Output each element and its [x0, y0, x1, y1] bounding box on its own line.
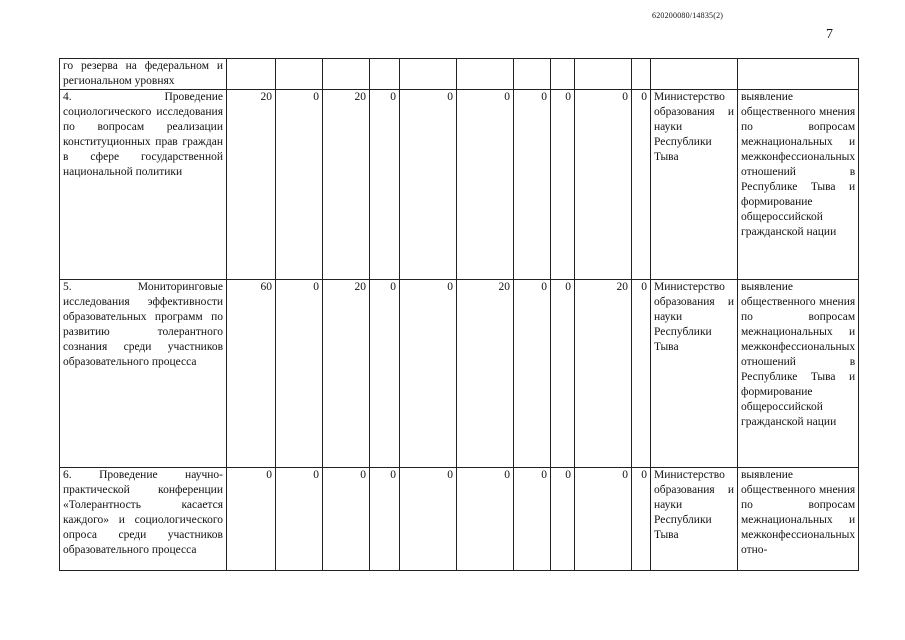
- funding-value-cell: 0: [227, 468, 276, 571]
- funding-value-cell: 20: [457, 280, 514, 468]
- executor-cell: Министерство образования и науки Республики Тыва: [651, 468, 738, 571]
- funding-value-cell: 0: [551, 280, 575, 468]
- table-row: [60, 468, 859, 571]
- funding-value-cell: 0: [276, 468, 323, 571]
- funding-value-cell: 0: [632, 280, 651, 468]
- funding-value-cell: 0: [323, 468, 370, 571]
- activity-description-cell: го резерва на федеральном и региональном уровнях: [60, 59, 227, 90]
- table-body: [60, 59, 859, 571]
- funding-value-cell: [551, 59, 575, 90]
- funding-value-cell: 0: [370, 90, 400, 280]
- funding-value-cell: 0: [575, 468, 632, 571]
- expected-result-cell: [738, 59, 859, 90]
- funding-value-cell: [632, 59, 651, 90]
- funding-value-cell: 0: [514, 468, 551, 571]
- executor-cell: Министерство образования и науки Республики Тыва: [651, 90, 738, 280]
- funding-value-cell: [514, 59, 551, 90]
- funding-value-cell: 0: [400, 90, 457, 280]
- funding-value-cell: [370, 59, 400, 90]
- table-row: [60, 59, 859, 90]
- table-row: [60, 280, 859, 468]
- funding-value-cell: 0: [400, 280, 457, 468]
- funding-value-cell: 0: [632, 468, 651, 571]
- funding-value-cell: 0: [514, 280, 551, 468]
- funding-value-cell: 0: [370, 468, 400, 571]
- page-number: 7: [826, 27, 833, 42]
- funding-value-cell: 0: [400, 468, 457, 571]
- funding-value-cell: [575, 59, 632, 90]
- document-registration-number: 620200080/14835(2): [652, 11, 724, 20]
- funding-value-cell: 0: [457, 90, 514, 280]
- expected-result-cell: выявление общественного мнения по вопросам межнациональных и межконфессиональных отно-: [738, 468, 859, 571]
- funding-value-cell: [400, 59, 457, 90]
- table-row: [60, 90, 859, 280]
- funding-value-cell: 0: [457, 468, 514, 571]
- funding-value-cell: 60: [227, 280, 276, 468]
- activity-description-cell: 4. Проведение социологического исследования по вопросам реализации конституционных прав граждан в сфере государственной национальной политики: [60, 90, 227, 280]
- funding-value-cell: 20: [227, 90, 276, 280]
- expected-result-cell: выявление общественного мнения по вопросам межнациональных и межконфессиональных отношений в Республике Тыва и формирование общероссийской гражданской нации: [738, 280, 859, 468]
- funding-value-cell: 0: [551, 90, 575, 280]
- executor-cell: [651, 59, 738, 90]
- funding-value-cell: [323, 59, 370, 90]
- funding-value-cell: 20: [323, 280, 370, 468]
- funding-value-cell: 20: [323, 90, 370, 280]
- funding-value-cell: 20: [575, 280, 632, 468]
- activity-description-cell: 6. Проведение научно-практической конференции «Толерантность касается каждого» и социологического опроса среди участников образовательного процесса: [60, 468, 227, 571]
- funding-value-cell: 0: [632, 90, 651, 280]
- funding-value-cell: 0: [551, 468, 575, 571]
- funding-value-cell: 0: [276, 280, 323, 468]
- program-activities-table: [59, 58, 859, 571]
- funding-value-cell: [276, 59, 323, 90]
- funding-value-cell: 0: [514, 90, 551, 280]
- activity-description-cell: 5. Мониторинговые исследования эффективности образовательных программ по развитию толерантного сознания среди участников образовательного процесса: [60, 280, 227, 468]
- funding-value-cell: [227, 59, 276, 90]
- funding-value-cell: [457, 59, 514, 90]
- funding-value-cell: 0: [575, 90, 632, 280]
- executor-cell: Министерство образования и науки Республики Тыва: [651, 280, 738, 468]
- funding-value-cell: 0: [370, 280, 400, 468]
- expected-result-cell: выявление общественного мнения по вопросам межнациональных и межконфессиональных отношений в Республике Тыва и формирование общероссийской гражданской нации: [738, 90, 859, 280]
- funding-value-cell: 0: [276, 90, 323, 280]
